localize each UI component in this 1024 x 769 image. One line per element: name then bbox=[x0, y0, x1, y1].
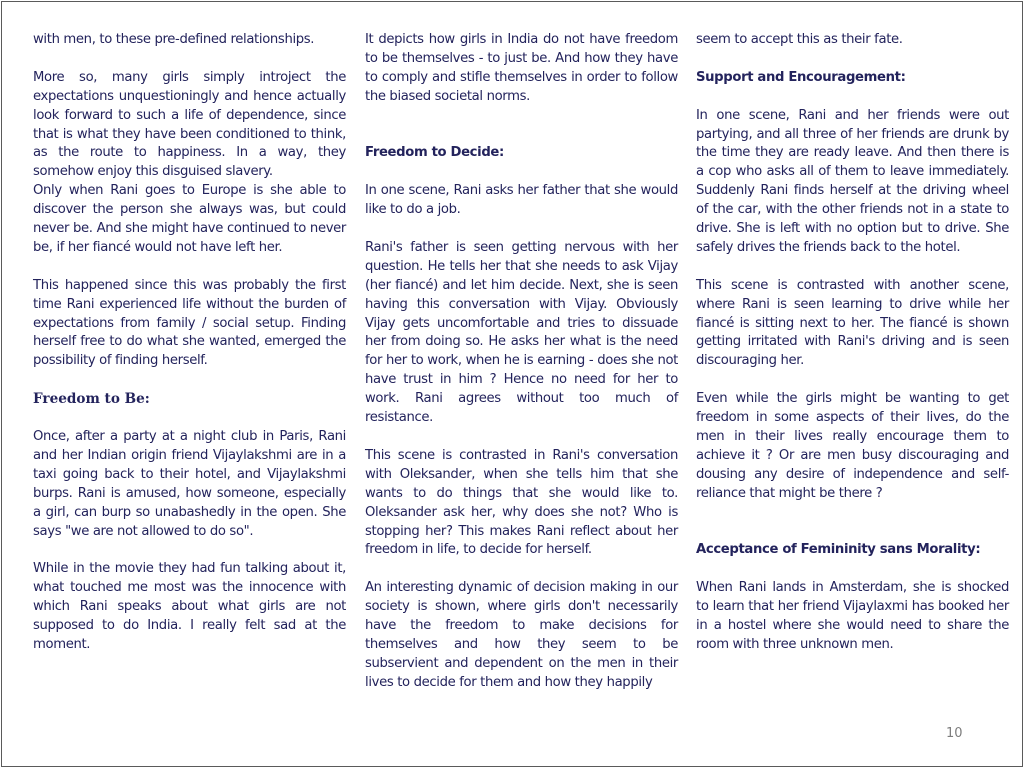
paragraph: An interesting dynamic of decision making in our society is shown, where girls don't necessarily have the freedom to make decisions for themselves and how they seem to be subservient and dependent on the men in their lives to decide for them and how they happily bbox=[365, 580, 678, 690]
paragraph: When Rani lands in Amsterdam, she is shocked to learn that her friend Vijaylaxmi has booked her in a hostel where she would need to share the room with three unknown men. bbox=[696, 580, 1009, 652]
section-heading-freedom-to-decide: Freedom to Decide: bbox=[365, 145, 504, 161]
section-heading-freedom-to-be: Freedom to Be: bbox=[33, 391, 150, 408]
paragraph: Once, after a party at a night club in Paris, Rani and her Indian origin friend Vijaylakshmi are in a taxi going back to their hotel, and Vijaylakshmi burps. Rani is amused, how someone, especially a girl, can burp so unabashedly in the open. She says "we are not allowed to do so". bbox=[33, 428, 346, 539]
section-heading-acceptance-of-femininity: Acceptance of Femininity sans Morality: bbox=[696, 542, 981, 558]
page-number: 10 bbox=[946, 726, 963, 741]
section-heading-support-and-encouragement: Support and Encouragement: bbox=[696, 69, 906, 85]
paragraph: In one scene, Rani asks her father that she would like to do a job. bbox=[365, 183, 678, 218]
paragraph: This scene is contrasted in Rani's conversation with Oleksander, when she tells him that she wants to do things that she would like to. Oleksander ask her, why does she not? Who is stopping her? This makes Rani reflect about her freedom in life, to decide for herself. bbox=[365, 447, 678, 558]
paragraph: While in the movie they had fun talking about it, what touched me most was the innocence with which Rani speaks about what girls are not supposed to do India. I really felt sad at the moment. bbox=[33, 561, 346, 652]
paragraph: This scene is contrasted with another scene, where Rani is seen learning to drive while her fiancé is sitting next to her. The fiancé is shown getting irritated with Rani's driving and is seen discouraging her. bbox=[696, 277, 1009, 369]
text-column-3 bbox=[696, 31, 1009, 655]
paragraph: It depicts how girls in India do not have freedom to be themselves - to just be. And how they have to comply and stifle themselves in order to follow the biased societal norms. bbox=[365, 32, 678, 104]
text-column-2 bbox=[365, 31, 678, 693]
paragraph: Rani's father is seen getting nervous with her question. He tells her that she needs to ask Vijay (her fiancé) and let him decide. Next, she is seen having this conversation with Vijay. Obviously Vijay gets uncomfortable and tries to dissuade her from doing so. He asks her what is the need for her to work, when he is earning - does she not have trust in him ? Hence no need for her to work. Rani agrees without too much of resistance. bbox=[365, 239, 678, 426]
paragraph: with men, to these pre-defined relationships. bbox=[33, 32, 315, 47]
paragraph: More so, many girls simply introject the expectations unquestioningly and hence actually look forward to such a life of dependence, since that is what they have been conditioned to think, as the route to happiness. In a way, they somehow enjoy this disguised slavery. bbox=[33, 69, 346, 180]
paragraph: Only when Rani goes to Europe is she able to discover the person she always was, but could never be. And she might have continued to never be, if her fiancé would not have left her. bbox=[33, 183, 346, 255]
document-page bbox=[1, 1, 1023, 767]
paragraph: seem to accept this as their fate. bbox=[696, 32, 903, 47]
text-column-1 bbox=[33, 31, 346, 655]
paragraph: This happened since this was probably the first time Rani experienced life without the burden of expectations from family / social setup. Finding herself free to do what she wanted, emerged the possibility of finding herself. bbox=[33, 277, 346, 369]
paragraph: In one scene, Rani and her friends were out partying, and all three of her friends are drunk by the time they are ready leave. And then there is a cop who asks all of them to leave immediately. Suddenly Rani finds herself at the driving wheel of the car, with the other friends not in a state to drive. She is left with no option but to drive. She safely drives the friends back to the hotel. bbox=[696, 107, 1009, 255]
paragraph: Even while the girls might be wanting to get freedom in some aspects of their lives, do the men in their lives really encourage them to achieve it ? Or are men busy discouraging and dousing any desire of independence and self-reliance that might be there ? bbox=[696, 391, 1009, 501]
